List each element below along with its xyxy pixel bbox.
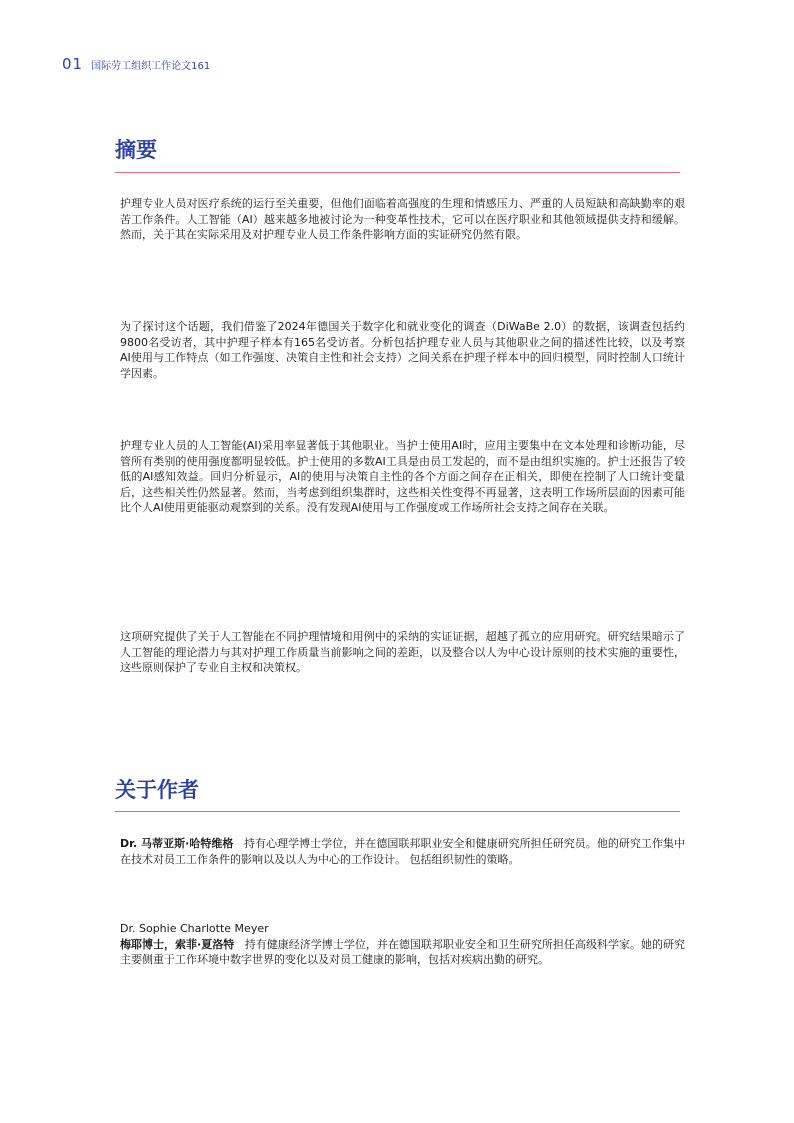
abstract-heading: 摘要 (115, 138, 157, 162)
page-number: 01 (62, 55, 84, 73)
abstract-paragraph-4: 这项研究提供了关于人工智能在不同护理情境和用例中的采纳的实证证据，超越了孤立的应用研究。研究结果暗示了人工智能的理论潜力与其对护理工作质量当前影响之间的差距，以及整合以人为中心设计原则的技术实施的重要性，这些原则保护了专业自主权和决策权。 (120, 630, 685, 674)
abstract-paragraph-2: 为了探讨这个话题，我们借鉴了2024年德国关于数字化和就业变化的调查（DiWaBe 2.0）的数据，该调查包括约9800名受访者，其中护理子样本有165名受访者。分析包括护理专业人员与其他职业之间的描述性比较，以及考察AI使用与工作特点（如工作强度、决策自主性和社会支持）之间关系在护理子样本中的回归模型，同时控制人口统计学因素。 (120, 320, 685, 380)
authors-heading: 关于作者 (115, 778, 199, 802)
series-title: 国际劳工组织工作论文161 (91, 61, 211, 72)
abstract-paragraph-3: 护理专业人员的人工智能(AI)采用率显著低于其他职业。当护士使用AI时，应用主要集中在文本处理和诊断功能，尽管所有类别的使用强度都明显较低。护士使用的多数AI工具是由员工发起的，而不是由组织实施的。护士还报告了较低的AI感知效益。回归分析显示，AI的使用与决策自主性的各个方面之间存在正相关，即使在控制了人口统计变量后，这些相关性仍然显著。然而，当考虑到组织集群时，这些相关性变得不再显著，这表明工作场所层面的因素可能比个人AI使用更能驱动观察到的关系。没有发现AI使用与工作强度或工作场所社会支持之间存在关联。 (120, 439, 685, 514)
author-name-1: Dr. 马蒂亚斯·哈特维格 (120, 837, 234, 850)
abstract-divider (115, 172, 680, 173)
author-name-2: 梅耶博士，索菲·夏洛特 (120, 937, 235, 951)
author-bio-1 (120, 836, 685, 867)
author-bio-1-text: 持有心理学博士学位，并在德国联邦职业安全和健康研究所担任研究员。他的研究工作集中在技术对员工工作条件的影响以及以人为中心的工作设计。 包括组织韧性的策略。 (120, 837, 685, 866)
authors-divider (115, 811, 680, 812)
abstract-paragraph-1: 护理专业人员对医疗系统的运行至关重要，但他们面临着高强度的生理和情感压力、严重的人员短缺和高缺勤率的艰苦工作条件。人工智能（AI）越来越多地被讨论为一种变革性技术，它可以在医疗职业和其他领域提供支持和缓解。然而，关于其在实际采用及对护理专业人员工作条件影响方面的实证研究仍然有限。 (120, 197, 685, 241)
author-bio-2-text: 持有健康经济学博士学位，并在德国联邦职业安全和卫生研究所担任高级科学家。她的研究主要侧重于工作环境中数字世界的变化以及对员工健康的影响，包括对疾病出勤的研究。 (120, 937, 685, 966)
author-name-2-latin: Dr. Sophie Charlotte Meyer (120, 922, 269, 935)
running-header (62, 55, 210, 73)
author-bio-2 (120, 921, 685, 968)
